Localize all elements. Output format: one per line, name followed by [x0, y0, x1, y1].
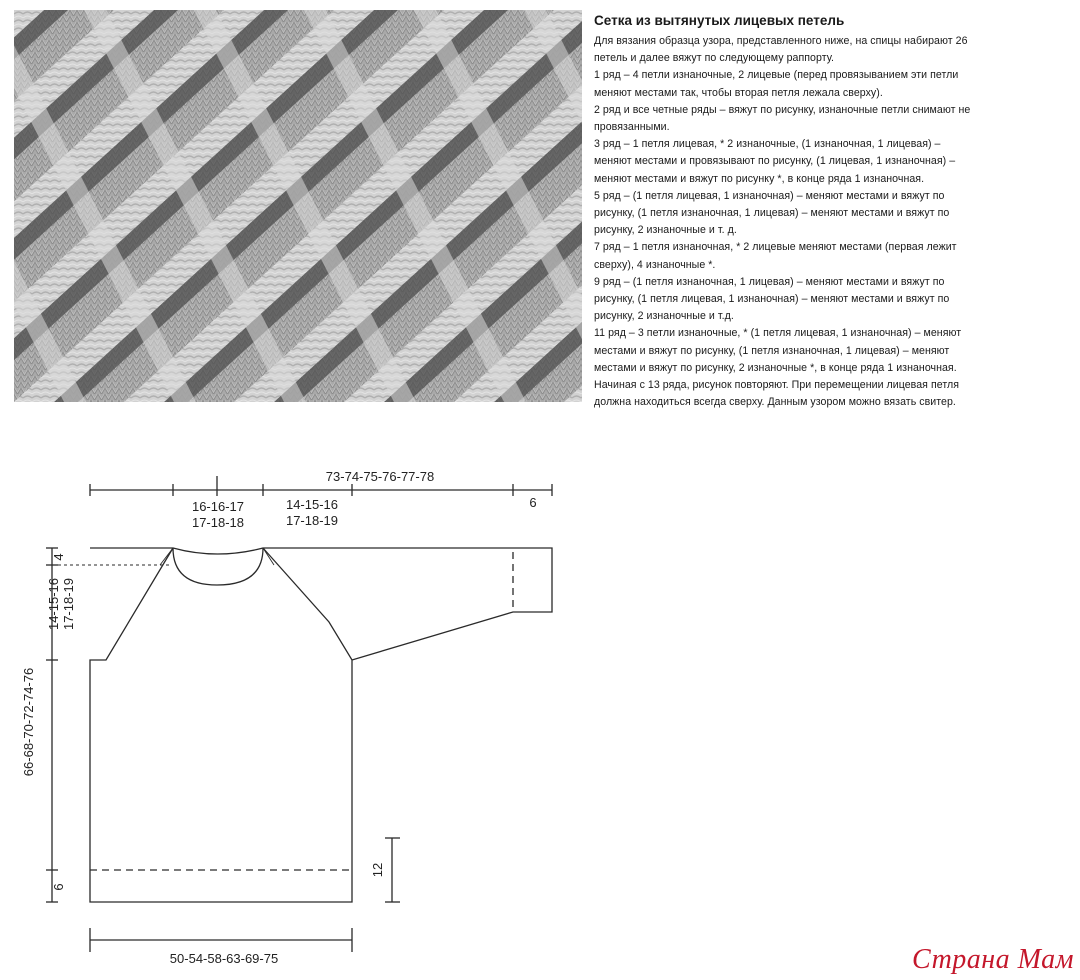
instruction-line: петель и далее вяжут по следующему раппорту. — [594, 52, 834, 65]
instruction-paragraph — [594, 274, 1064, 326]
sweater-schematic — [0, 440, 1080, 980]
instruction-line: Для вязания образца узора, представленного ниже, на спицы набирают 26 — [594, 35, 968, 47]
pattern-title: Сетка из вытянутых лицевых петель — [594, 13, 845, 28]
neck-depth-label: 4 — [51, 553, 66, 561]
instruction-paragraph — [594, 136, 1064, 188]
rib-height-label: 6 — [51, 883, 66, 891]
raglan-label-bottom: 17-18-19 — [61, 577, 76, 631]
instruction-paragraph — [594, 67, 1064, 101]
instruction-line: 7 ряд – 1 петля изнаночная, * 2 лицевые меняют местами (первая лежит — [594, 241, 957, 254]
instruction-line: сверху), 4 изнаночные *. — [594, 258, 716, 271]
site-watermark: Страна Мам — [912, 944, 1074, 975]
knit-pattern-photo — [14, 10, 582, 402]
instruction-line: провязанными. — [594, 121, 670, 134]
instruction-paragraph — [594, 325, 1064, 411]
body-length-label: 66-68-70-72-74-76 — [21, 667, 36, 777]
sleeve-rib-label: 12 — [370, 862, 385, 878]
instruction-paragraph — [594, 102, 1064, 136]
instruction-line: 9 ряд – (1 петля изнаночная, 1 лицевая) – меняют местами и вяжут по — [594, 275, 945, 288]
cuff-width-label: 6 — [529, 495, 537, 510]
shoulder-width-label-top: 14-15-16 — [285, 497, 339, 512]
instruction-paragraph — [594, 239, 1064, 273]
instruction-line: рисунку, (1 петля лицевая, 1 изнаночная) – меняют местами и вяжут по — [594, 293, 950, 306]
instruction-line: 1 ряд – 4 петли изнаночные, 2 лицевые (перед провязыванием эти петли — [594, 69, 959, 82]
neck-width-label-bottom: 17-18-18 — [191, 515, 245, 530]
raglan-label-top: 14-15-16 — [46, 577, 61, 631]
instruction-line: рисунку, 2 изнаночные и т.д. — [594, 310, 734, 323]
instruction-line: должна находиться всегда сверху. Данным узором можно вязать свитер. — [594, 396, 956, 409]
instruction-line: местами и вяжут по рисунку, (1 петля изнаночная, 1 лицевая) – меняют — [594, 344, 950, 357]
instruction-paragraph — [594, 33, 1064, 67]
instruction-line: Начиная с 13 ряда, рисунок повторяют. При перемещении лицевая петля — [594, 379, 960, 392]
sweater-outline — [90, 548, 552, 902]
total-width-label: 73-74-75-76-77-78 — [325, 469, 435, 484]
instruction-line: 5 ряд – (1 петля лицевая, 1 изнаночная) – меняют местами и вяжут по — [594, 189, 945, 202]
instruction-line: рисунку, (1 петля изнаночная, 1 лицевая) – меняют местами и вяжут по — [594, 207, 950, 220]
neck-width-label-top: 16-16-17 — [191, 499, 245, 514]
instruction-line: 11 ряд – 3 петли изнаночные, * (1 петля лицевая, 1 изнаночная) – меняют — [594, 327, 962, 340]
instruction-line: меняют местами и вяжут по рисунку *, в конце ряда 1 изнаночная. — [594, 172, 925, 185]
instruction-line: 3 ряд – 1 петля лицевая, * 2 изнаночные, (1 изнаночная, 1 лицевая) – — [594, 138, 941, 151]
instruction-line: меняют местами так, чтобы вторая петля лежала сверху). — [594, 86, 883, 99]
body-width-label: 50-54-58-63-69-75 — [169, 951, 279, 966]
instruction-line: местами и вяжут по рисунку, 2 изнаночные *, в конце ряда 1 изнаночная. — [594, 361, 957, 374]
instruction-line: рисунку, 2 изнаночные и т. д. — [594, 224, 737, 237]
instruction-line: 2 ряд и все четные ряды – вяжут по рисунку, изнаночные петли снимают не — [594, 103, 971, 116]
shoulder-width-label-bottom: 17-18-19 — [285, 513, 339, 528]
pattern-instructions — [594, 33, 1064, 411]
instruction-paragraph — [594, 188, 1064, 240]
pattern-description — [594, 12, 1064, 411]
instruction-line: меняют местами и провязывают по рисунку, (1 лицевая, 1 изнаночная) – — [594, 155, 956, 168]
